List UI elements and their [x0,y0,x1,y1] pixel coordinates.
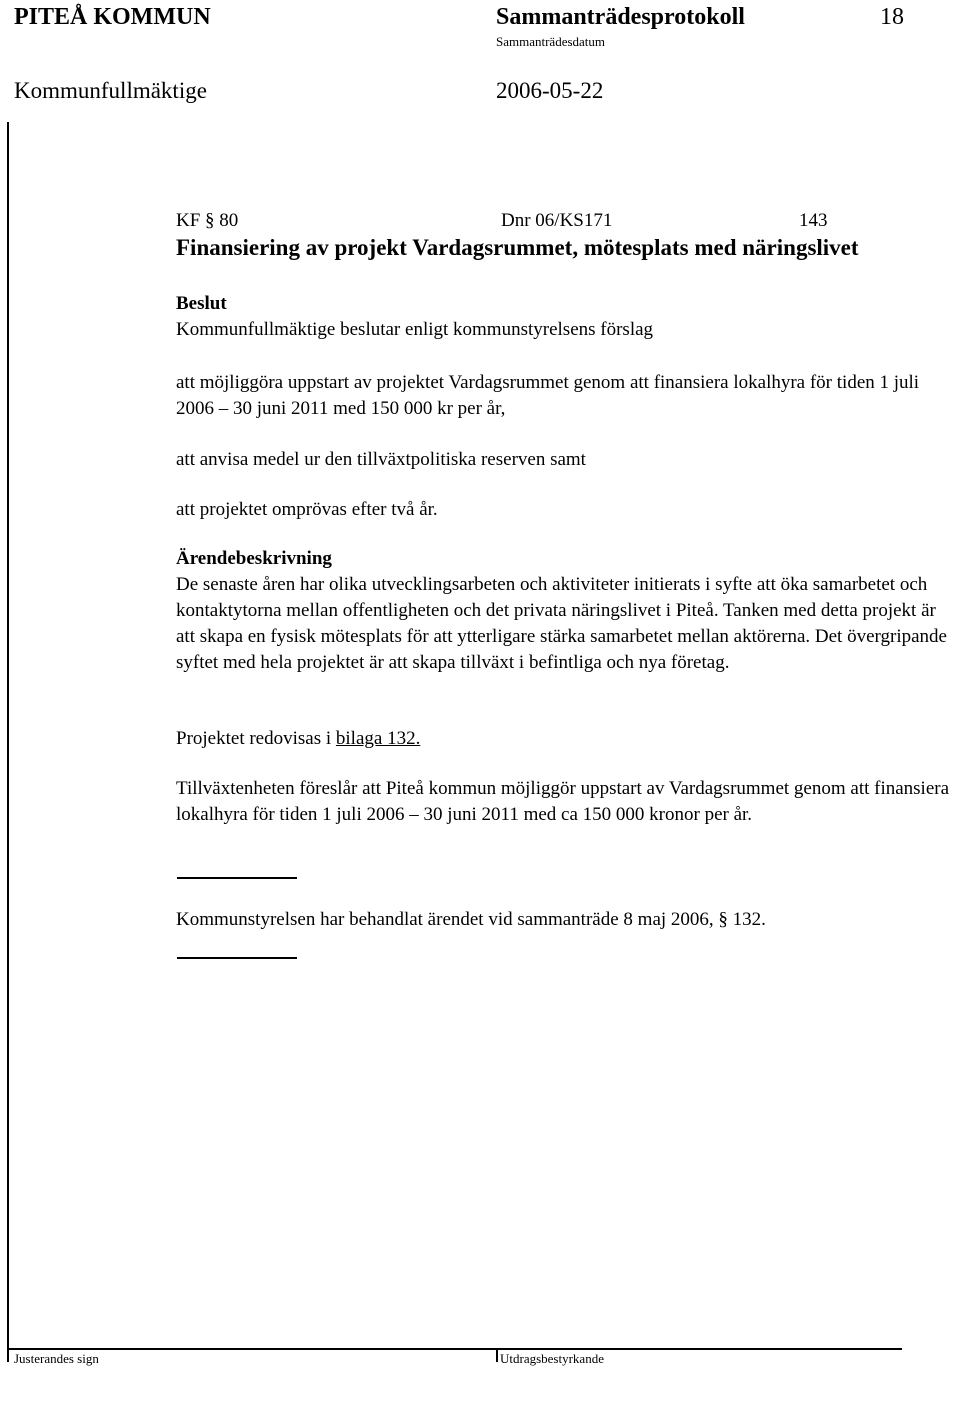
case-reference-line [176,208,960,234]
document-type: Sammanträdesprotokoll [496,4,745,30]
beslut-item: att anvisa medel ur den tillväxtpolitiska reserven samt [176,449,586,470]
page-number: 18 [880,4,904,30]
case-title: Finansiering av projekt Vardagsrummet, mötesplats med näringslivet [176,235,859,260]
justerandes-sign-label: Justerandes sign [14,1351,99,1366]
arende-heading: Ärendebeskrivning [176,548,332,569]
beslut-intro: Kommunfullmäktige beslutar enligt kommunstyrelsens förslag [176,319,654,340]
separator-line [177,957,297,959]
bilaga-link[interactable]: bilaga 132. [335,728,421,749]
beslut-item: att projektet omprövas efter två år. [176,499,438,520]
organization-name: PITEÅ KOMMUN [14,4,211,30]
utdragsbestyrkande-label: Utdragsbestyrkande [500,1351,604,1366]
footer-rule [7,1348,902,1350]
tillvaxt-paragraph: Tillväxtenheten föreslår att Piteå kommun möjliggör uppstart av Vardagsrummet genom att finansiera lokalhyra för tiden 1 juli 2006 – 30 juni 2011 med ca 150 000 kronor per år. [176,778,950,825]
separator-line [177,877,297,879]
ks-paragraph: Kommunstyrelsen har behandlat ärendet vid sammanträde 8 maj 2006, § 132. [176,909,766,930]
footer-tick [7,1348,9,1362]
left-margin-rule [7,122,9,1352]
meeting-date: 2006-05-22 [496,78,604,103]
footer-tick [496,1348,498,1362]
beslut-item: att möjliggöra uppstart av projektet Vardagsrummet genom att finansiera lokalhyra för tiden 1 juli 2006 – 30 juni 2011 med 150 000 kr per år, [176,372,920,419]
redovisas-paragraph [176,726,960,752]
beslut-heading: Beslut [176,293,227,314]
diary-number: Dnr 06/KS171 [501,210,613,231]
kf-paragraph: KF § 80 [176,210,239,231]
date-label: Sammanträdesdatum [496,34,606,49]
redovisas-prefix: Projektet redovisas i [176,728,336,749]
arende-text: De senaste åren har olika utvecklingsarbeten och aktiviteter initierats i syfte att öka samarbetet och kontaktytorna mellan offentligheten och det privata näringslivet i Piteå. Tanken med detta projekt är att skapa en fysisk mötesplats för att ytterligare stärka samarbetet mellan aktörerna. Det övergripande syftet med hela projektet är att skapa tillväxt i befintliga och nya företag. [176,574,947,673]
case-number: 143 [799,210,828,231]
council-body: Kommunfullmäktige [14,78,207,103]
